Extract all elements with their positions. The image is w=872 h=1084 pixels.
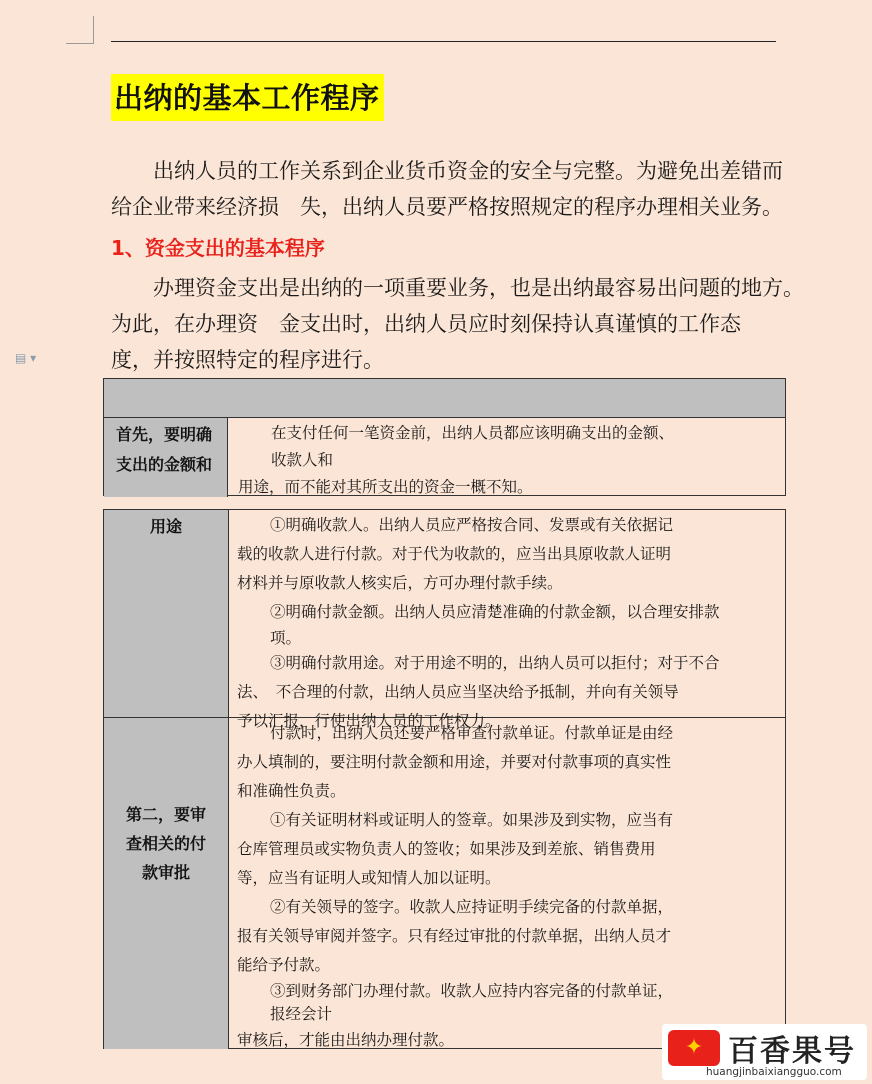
right-cell-line: 和准确性负责。: [237, 782, 346, 800]
right-cell-line: 等，应当有证明人或知情人加以证明。: [237, 869, 501, 887]
watermark-url: huangjinbaixiangguo.com: [706, 1066, 842, 1078]
left-cell-line: 款审批: [141, 863, 190, 882]
right-cell-line: ②有关领导的签字。收款人应持证明手续完备的付款单据，: [270, 898, 674, 916]
table-right-cell: [228, 418, 785, 497]
right-cell-line: 予以汇报，行使出纳人员的工作权力。: [237, 712, 501, 730]
table-row: [104, 418, 785, 497]
right-cell-line: 报经会计: [270, 1005, 333, 1023]
table-right-cell: [229, 510, 785, 730]
right-cell-line: ①明确收款人。出纳人员应严格按合同、发票或有关依据记: [270, 516, 674, 534]
right-cell-line: ②明确付款金额。出纳人员应清楚准确的付款金额，以合理安排款: [270, 603, 720, 621]
page-title: 出纳的基本工作程序: [111, 74, 384, 121]
right-cell-line: ①有关证明材料或证明人的签章。如果涉及到实物，应当有: [270, 811, 674, 829]
watermark-brand: 百香果号: [728, 1034, 856, 1069]
intro-line: 给企业带来经济损 失，出纳人员要严格按照规定的程序办理相关业务。: [111, 195, 783, 219]
right-cell-line: 仓库管理员或实物负责人的签收；如果涉及到差旅、销售费用: [237, 840, 656, 858]
table-header-row: [104, 379, 785, 418]
right-cell-line: 材料并与原收款人核实后，方可办理付款手续。: [237, 574, 563, 592]
left-cell-line: 支出的金额和: [116, 455, 213, 474]
table-purpose-approval: [103, 509, 786, 1049]
paste-options-icon[interactable]: ▤ ▾: [15, 351, 37, 365]
right-cell-line: 收款人和: [271, 451, 334, 469]
section1-line: 办理资金支出是出纳的一项重要业务，也是出纳最容易出问题的地方。: [111, 276, 804, 300]
table-left-cell: [104, 418, 228, 497]
section1-line: 度，并按照特定的程序进行。: [111, 348, 384, 372]
section1-heading: 1、资金支出的基本程序: [111, 236, 325, 260]
right-cell-line: 能给予付款。: [237, 956, 331, 974]
watermark-logo: [662, 1024, 867, 1080]
section1-paragraph: [111, 270, 804, 378]
right-cell-line: ③到财务部门办理付款。收款人应持内容完备的付款单证，: [270, 982, 674, 1000]
right-cell-line: 用途，而不能对其所支出的资金一概不知。: [238, 478, 533, 496]
right-cell-line: 载的收款人进行付款。对于代为收款的，应当出具原收款人证明: [237, 545, 672, 563]
right-cell-line: 法、 不合理的付款，出纳人员应当坚决给予抵制，并向有关领导: [237, 683, 679, 701]
page-corner-mark: [66, 16, 94, 44]
right-cell-line: 报有关领导审阅并签字。只有经过审批的付款单据，出纳人员才: [237, 927, 672, 945]
intro-line: 出纳人员的工作关系到企业货币资金的安全与完整。为避免出差错而: [111, 159, 783, 183]
header-rule: [111, 41, 776, 42]
table-row: [104, 718, 785, 1049]
left-cell-line: 第二，要审: [125, 805, 206, 824]
section1-line: 为此，在办理资 金支出时，出纳人员应时刻保持认真谨慎的工作态: [111, 312, 741, 336]
table-amount: [103, 378, 786, 496]
table-left-cell: [104, 718, 229, 1049]
right-cell-line: 付款时，出纳人员还要严格审查付款单证。付款单证是由经: [270, 724, 674, 742]
table-left-cell: 用途: [104, 510, 229, 717]
left-cell-line: 查相关的付: [125, 834, 206, 853]
table-row: [104, 510, 785, 730]
sparkle-icon: ✦: [668, 1030, 720, 1066]
right-cell-line: 项。: [270, 629, 302, 647]
table-right-cell: [229, 718, 785, 1049]
left-cell-line: 首先，要明确: [116, 425, 213, 444]
right-cell-line: 审核后，才能由出纳办理付款。: [237, 1031, 455, 1049]
right-cell-line: ③明确付款用途。对于用途不明的，出纳人员可以拒付；对于不合: [270, 654, 720, 672]
right-cell-line: 在支付任何一笔资金前，出纳人员都应该明确支出的金额、: [271, 424, 675, 442]
intro-paragraph: [111, 153, 791, 225]
right-cell-line: 办人填制的，要注明付款金额和用途，并要对付款事项的真实性: [237, 753, 672, 771]
